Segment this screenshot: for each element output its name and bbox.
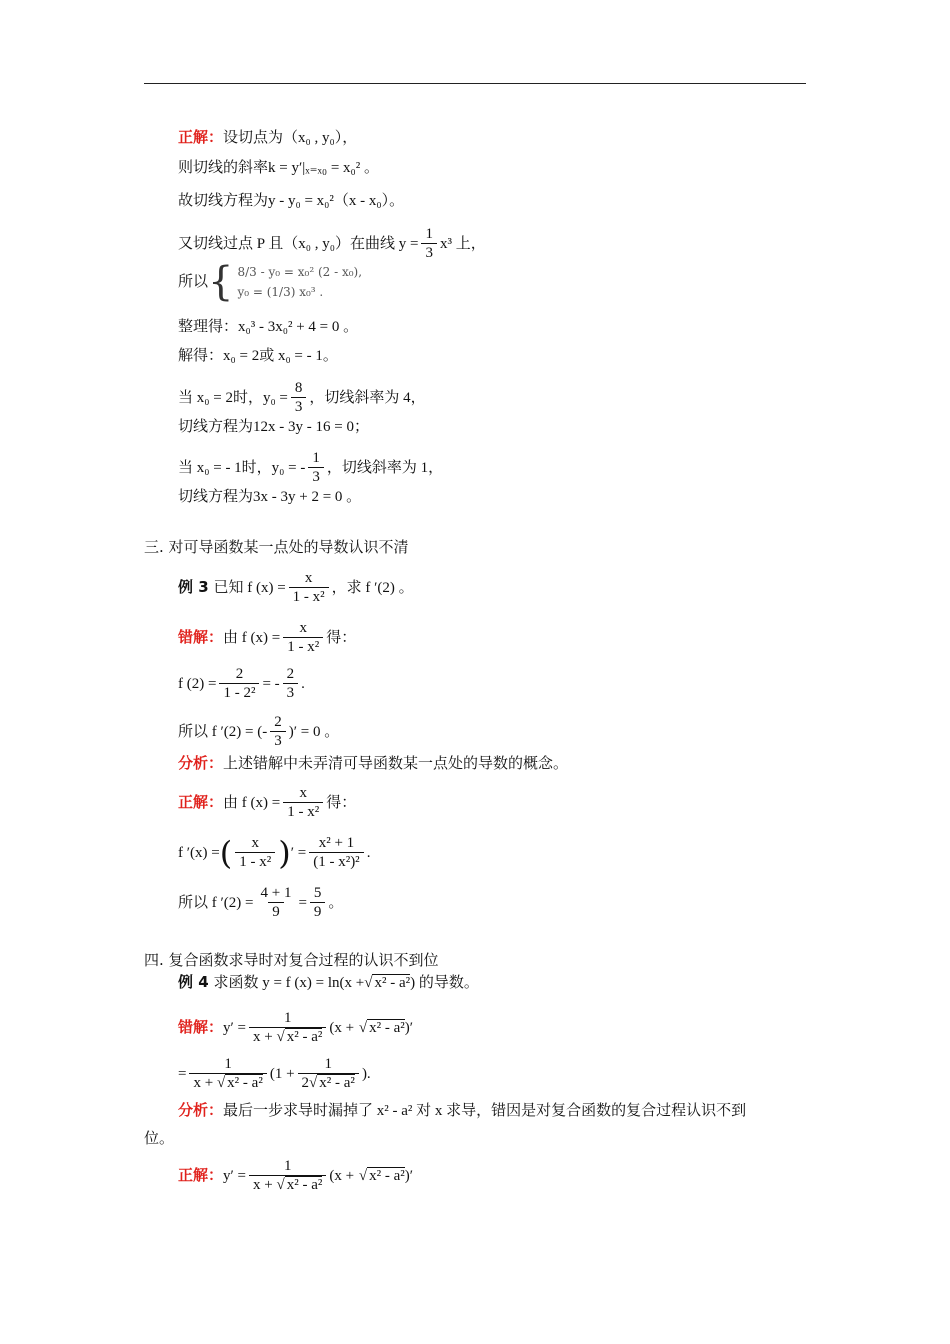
denominator: 3 [283, 683, 299, 702]
text: 求函数 y = f (x) = ln(x + [213, 975, 365, 991]
numerator: x² + 1 [318, 835, 355, 851]
denominator: 1 - x² [283, 637, 323, 656]
text: 上述错解中未弄清可导函数某一点处的导数的概念。 [223, 756, 569, 772]
numerator: 1 [283, 1010, 292, 1026]
text: 由 f (x) = [223, 630, 281, 646]
left-paren: ( [219, 834, 233, 872]
text: f (2) = [178, 676, 217, 692]
analysis-label: 分析： [178, 754, 224, 772]
s3-example [178, 570, 414, 606]
text: 。 [328, 895, 344, 911]
denominator: 1 - x² [235, 852, 275, 871]
text: (x + [329, 1168, 355, 1184]
sqrt-radicand: x² - a² [227, 1075, 263, 1091]
s4-wrong-1 [178, 1010, 413, 1046]
correct-label: 正解： [178, 1166, 224, 1184]
text: f ′(x) = [178, 845, 220, 861]
text: . [366, 845, 371, 861]
text: ′ = [290, 845, 307, 861]
numerator: 2 [235, 666, 244, 682]
text: . [301, 676, 305, 692]
denominator: 1 - 2² [219, 683, 259, 702]
header-rule [144, 83, 806, 84]
sqrt-radicand: x² - a² [286, 1177, 323, 1193]
system-row-1: 8/3 - y₀ = x₀² (2 - x₀), [237, 265, 363, 279]
text: 切线方程为12x - 3y - 16 = 0； [178, 419, 369, 435]
text: ，切线斜率为 1， [326, 460, 444, 476]
section-3-heading: 三. 对可导函数某一点处的导数认识不清 [144, 538, 409, 556]
denominator: x + √ x² - a² [249, 1175, 326, 1194]
fraction [235, 835, 275, 871]
denominator: 1 - x² [283, 802, 323, 821]
numerator: 1 [425, 226, 433, 242]
s2-line-6 [178, 316, 358, 337]
fraction [283, 666, 299, 702]
fraction [256, 885, 295, 921]
numerator: 1 [324, 1056, 332, 1072]
text: )′ = 0 。 [288, 724, 340, 740]
fraction [249, 1158, 326, 1194]
numerator: 5 [313, 885, 322, 901]
fraction [308, 450, 324, 486]
numerator: 4 + 1 [260, 885, 292, 901]
s3-wrong-3 [178, 714, 339, 750]
text: 整理得：x₀³ - 3x₀² + 4 = 0 。 [178, 319, 359, 335]
text: ). [361, 1066, 371, 1082]
s2-line-7 [178, 345, 338, 366]
denominator-text: 2 [301, 1075, 310, 1091]
text: y′ = [223, 1168, 247, 1184]
text: 所以 f ′(2) = (- [178, 724, 268, 740]
s2-line-9 [178, 416, 369, 437]
text: ) 的导数。 [410, 975, 479, 991]
example-label: 例 3 [178, 578, 209, 596]
text: (x + [329, 1020, 355, 1036]
s4-wrong-2 [178, 1056, 371, 1092]
fraction [283, 785, 323, 821]
s2-line-2 [178, 157, 379, 178]
sqrt-radicand: x² - a² [369, 1020, 405, 1036]
sqrt-sign: √ [358, 1020, 368, 1036]
s4-correct-1 [178, 1158, 413, 1194]
denominator: 3 [291, 397, 307, 416]
s4-analysis-2: 位。 [144, 1129, 175, 1147]
sqrt-radicand: x² - a² [286, 1029, 323, 1045]
text: 当 x₀ = 2时，y₀ = [178, 390, 288, 406]
text: 则切线的斜率k = y′|ₓ₌ₓ₀ = x₀² 。 [178, 160, 380, 176]
text: ，切线斜率为 4， [309, 390, 426, 406]
fraction [219, 666, 259, 702]
text: = [298, 895, 307, 911]
text: )′ [404, 1020, 414, 1036]
s2-line-11 [178, 486, 361, 507]
denominator: (1 - x²)² [309, 852, 363, 871]
text: (1 + [269, 1066, 295, 1082]
right-paren: ) [278, 834, 291, 872]
analysis-label: 分析： [178, 1101, 224, 1119]
fraction [298, 1056, 359, 1092]
system-row-2: y₀ = (1/3) x₀³ . [237, 285, 324, 299]
denominator-text: x + [193, 1075, 214, 1091]
text: 当 x₀ = - 1时，y₀ = - [178, 460, 306, 476]
denominator: 1 - x² [289, 587, 329, 606]
sqrt-radicand: x² - a² [374, 975, 411, 991]
fraction [270, 714, 286, 750]
s3-wrong-1 [178, 620, 356, 656]
fraction [310, 885, 326, 921]
numerator: 2 [286, 666, 295, 682]
wrong-label: 错解： [178, 1018, 224, 1036]
text: 又切线过点 P 且（x₀ , y₀）在曲线 y = [178, 236, 419, 252]
denominator: 3 [421, 243, 437, 262]
text: y′ = [223, 1020, 247, 1036]
equation-system [208, 259, 363, 305]
system-rows [237, 262, 362, 302]
numerator: 8 [294, 380, 303, 396]
section-4-heading: 四. 复合函数求导时对复合过程的认识不到位 [144, 951, 439, 969]
sqrt-radicand: x² - a² [369, 1168, 405, 1184]
brace: { [208, 259, 234, 305]
denominator: x + √ x² - a² [189, 1073, 266, 1092]
sqrt-radicand: x² - a² [319, 1075, 355, 1091]
text: 得： [326, 795, 357, 811]
denominator: 3 [308, 467, 324, 486]
s3-analysis [178, 753, 568, 774]
s2-line-8 [178, 380, 426, 416]
numerator: x [304, 570, 313, 586]
numerator: x [299, 785, 307, 801]
s4-analysis-1 [178, 1100, 746, 1121]
denominator-text: x + [253, 1029, 273, 1045]
denominator: 3 [270, 731, 286, 750]
fraction [421, 226, 437, 262]
text: = [178, 1066, 187, 1082]
numerator: x [251, 835, 259, 851]
numerator: 1 [224, 1056, 232, 1072]
fraction [189, 1056, 266, 1092]
text: 所以 f ′(2) = [178, 895, 254, 911]
s2-line-3 [178, 190, 404, 211]
numerator: 2 [274, 714, 282, 730]
correct-label: 正解： [178, 128, 224, 146]
text: )′ [404, 1168, 414, 1184]
text: 已知 f (x) = [213, 580, 286, 596]
numerator: x [299, 620, 307, 636]
denominator: 9 [310, 902, 326, 921]
correct-label: 正解： [178, 793, 224, 811]
text: 得： [326, 630, 357, 646]
denominator: 2√ x² - a² [298, 1073, 359, 1092]
fraction [289, 570, 329, 606]
text: 切线方程为3x - 3y + 2 = 0 。 [178, 489, 362, 505]
denominator: 9 [268, 902, 284, 921]
text: 解得：x₀ = 2或 x₀ = - 1。 [178, 348, 338, 364]
s3-correct-2 [178, 835, 370, 871]
s2-line-10 [178, 450, 443, 486]
s2-line-4 [178, 226, 486, 262]
s3-correct-3 [178, 885, 343, 921]
example-label: 例 4 [178, 973, 209, 991]
fraction [283, 620, 323, 656]
s2-line-1 [178, 127, 357, 148]
denominator: x + √ x² - a² [249, 1027, 326, 1046]
text: 由 f (x) = [223, 795, 281, 811]
text: ，求 f ′(2) 。 [331, 580, 414, 596]
text: 设切点为（x₀ , y₀）， [223, 130, 358, 146]
fraction [291, 380, 307, 416]
denominator-text: x + [253, 1177, 273, 1193]
fraction [309, 835, 363, 871]
s3-correct-1 [178, 785, 356, 821]
text: 故切线方程为y - y₀ = x₀²（x - x₀）。 [178, 193, 405, 209]
s3-wrong-2 [178, 666, 305, 702]
numerator: 1 [283, 1158, 292, 1174]
numerator: 1 [312, 450, 320, 466]
text: 最后一步求导时漏掉了 x² - a² 对 x 求导，错因是对复合函数的复合过程认识不到 [223, 1103, 747, 1119]
text: x³ 上， [439, 236, 486, 252]
s4-example [178, 972, 479, 993]
sqrt-sign: √ [364, 975, 373, 991]
fraction [249, 1010, 326, 1046]
text: = - [262, 676, 280, 692]
wrong-label: 错解： [178, 628, 224, 646]
s2-line-5-system [178, 259, 363, 305]
sqrt-sign: √ [358, 1168, 368, 1184]
text: 所以 [178, 274, 209, 290]
